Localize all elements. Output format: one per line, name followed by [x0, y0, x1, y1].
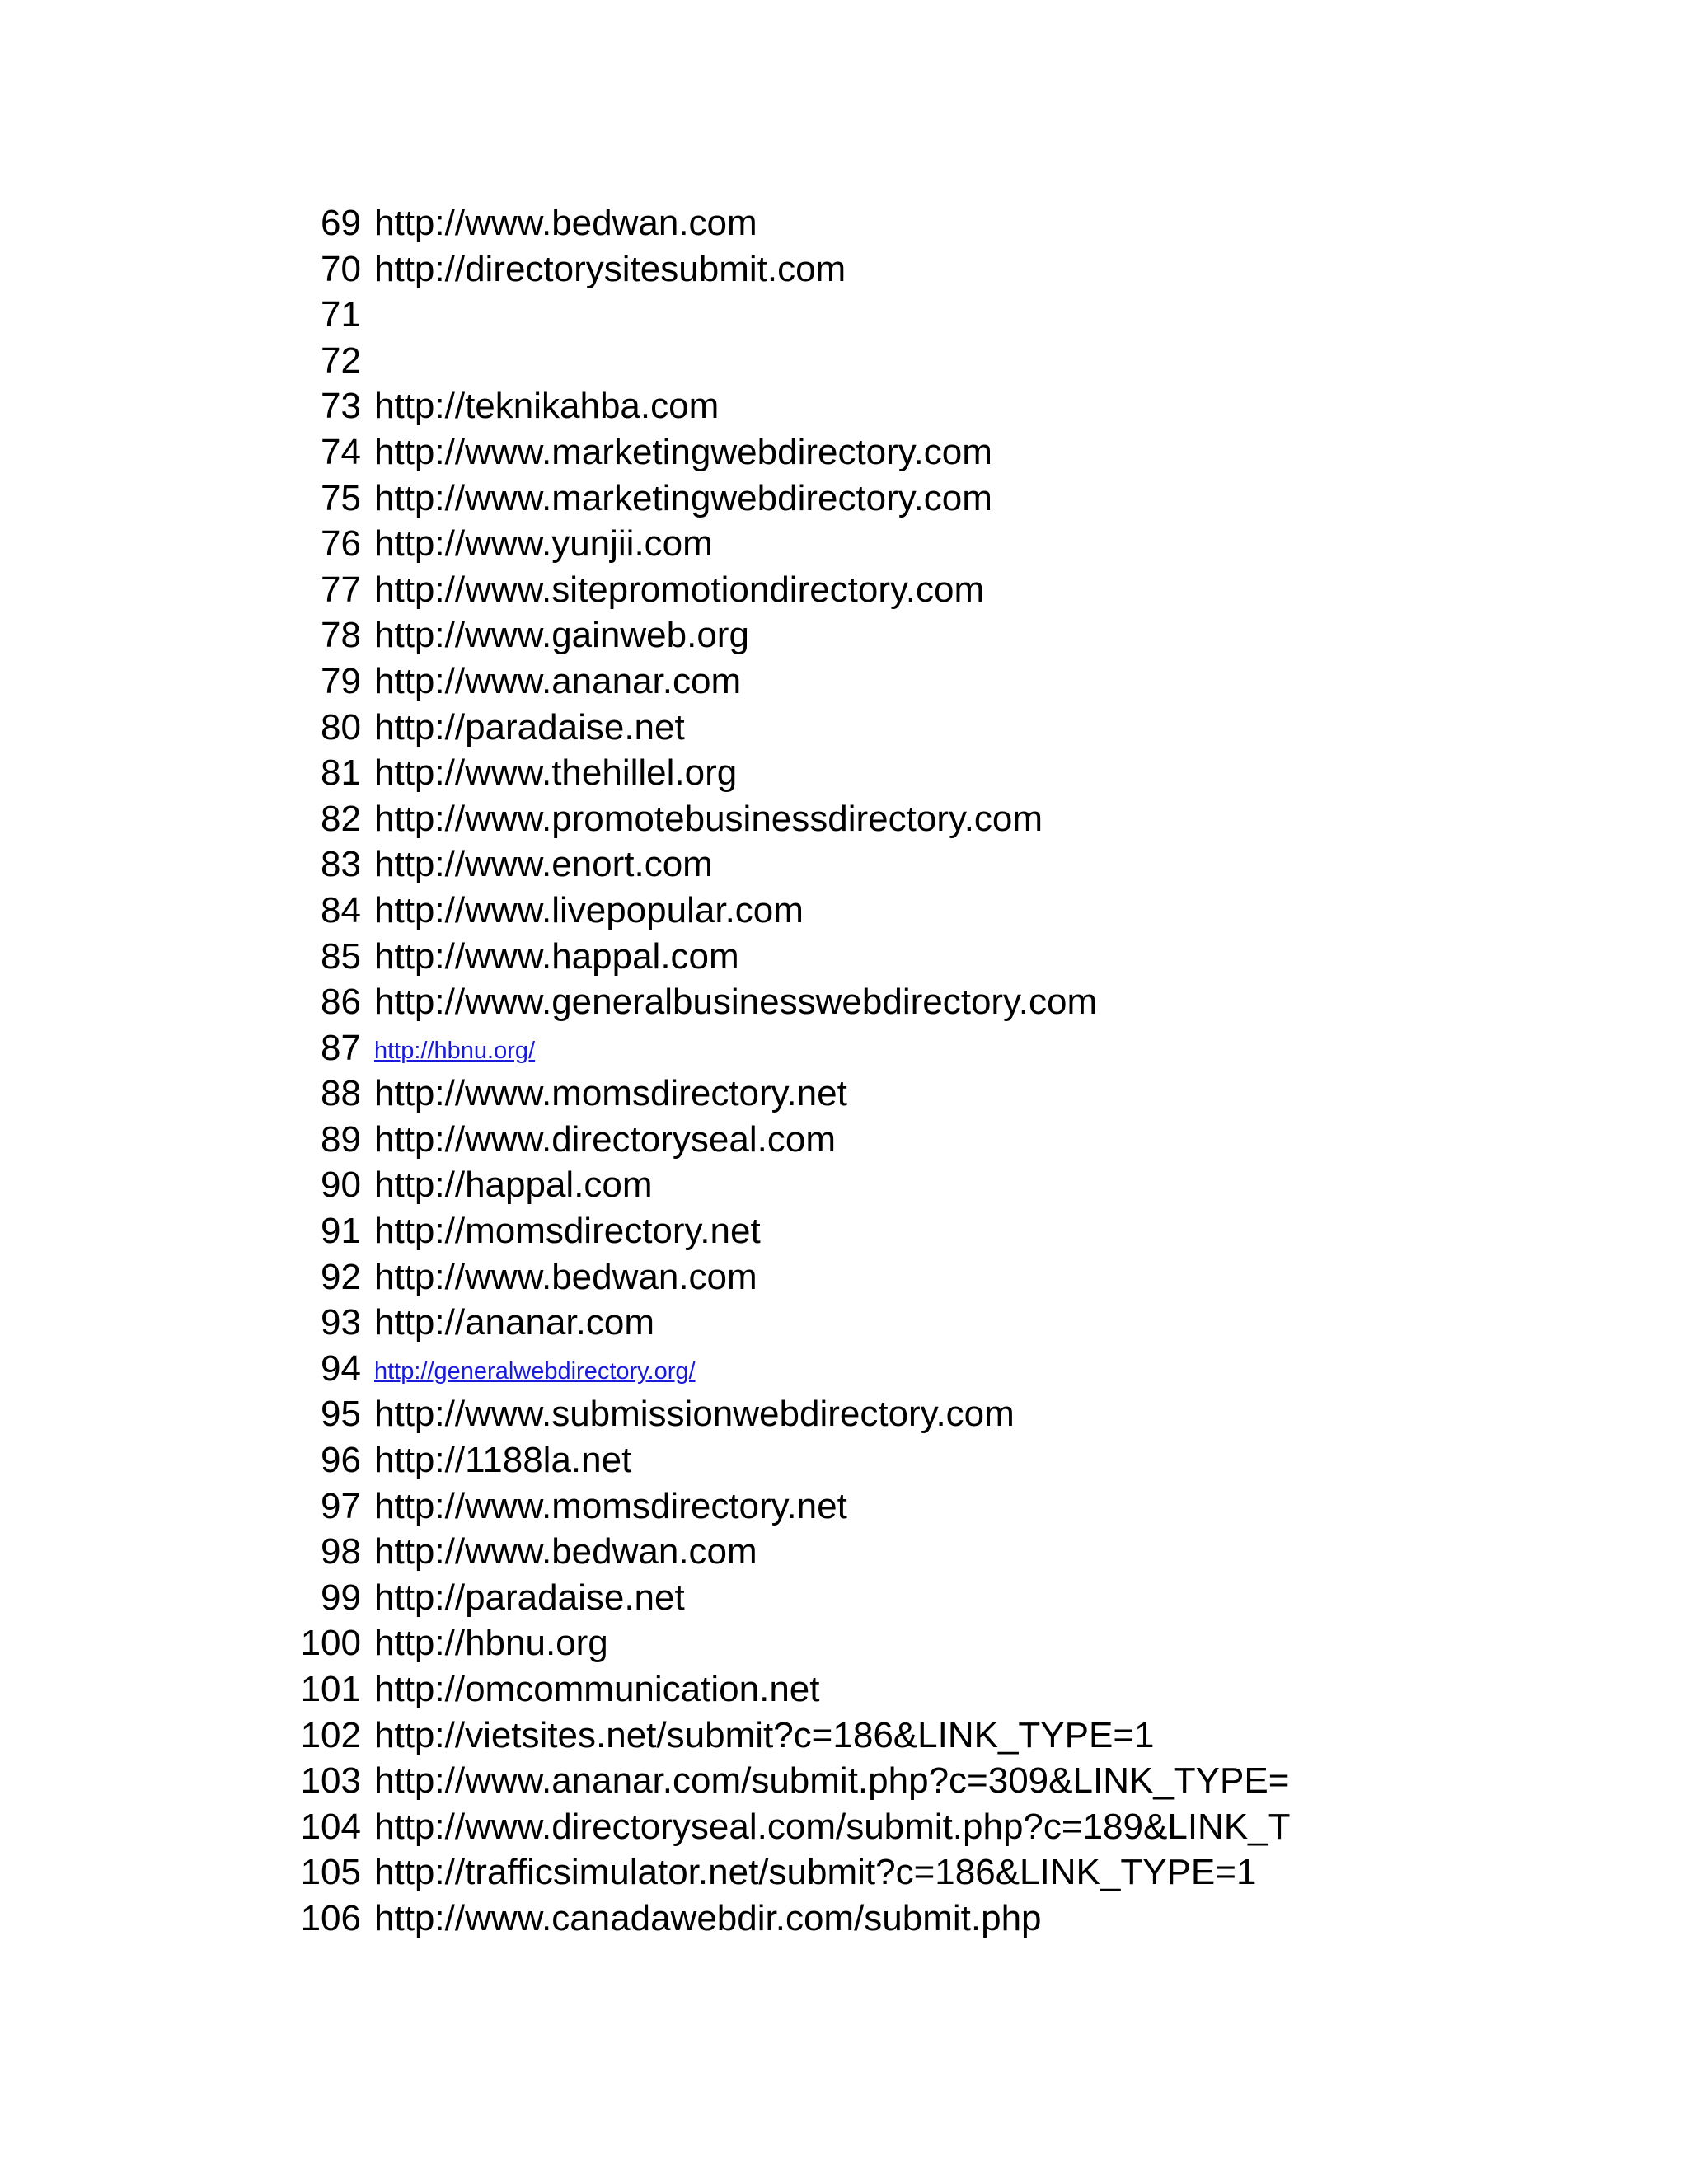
url-text: http://paradaise.net — [374, 1577, 685, 1618]
row-number: 103 — [300, 1760, 361, 1802]
list-row — [0, 521, 1688, 567]
list-row — [0, 1483, 1688, 1530]
row-number: 100 — [300, 1623, 361, 1664]
list-row — [0, 567, 1688, 613]
row-number: 81 — [321, 752, 361, 794]
url-text: http://www.bedwan.com — [374, 203, 757, 243]
row-number: 90 — [321, 1165, 361, 1206]
url-text: http://www.directoryseal.com/submit.php?c=189&LINK_T — [374, 1806, 1291, 1847]
row-number: 105 — [300, 1852, 361, 1893]
url-cell — [374, 658, 1342, 705]
url-cell — [374, 476, 1342, 522]
list-row — [0, 1300, 1688, 1346]
url-cell — [374, 841, 1342, 888]
row-number: 74 — [321, 431, 361, 472]
url-text: http://www.marketingwebdirectory.com — [374, 431, 992, 472]
list-row — [0, 383, 1688, 429]
url-cell — [374, 1162, 1342, 1208]
url-cell — [374, 200, 1342, 246]
list-row — [0, 1391, 1688, 1437]
row-number: 77 — [321, 569, 361, 610]
url-text: http://www.thehillel.org — [374, 752, 738, 794]
list-row — [0, 658, 1688, 705]
url-text: http://happal.com — [374, 1165, 653, 1206]
row-number: 79 — [321, 660, 361, 701]
url-text: http://www.submissionwebdirectory.com — [374, 1394, 1015, 1435]
url-cell — [374, 705, 1342, 751]
url-cell — [374, 1300, 1342, 1346]
url-cell — [374, 1896, 1342, 1942]
row-number: 93 — [321, 1302, 361, 1343]
url-text: http://1188la.net — [374, 1440, 632, 1481]
url-cell — [374, 1575, 1342, 1621]
row-number: 72 — [321, 340, 361, 381]
url-text: http://www.ananar.com — [374, 660, 742, 701]
list-row — [0, 246, 1688, 293]
url-text: http://hbnu.org — [374, 1623, 608, 1664]
url-cell — [374, 934, 1342, 980]
row-number: 82 — [321, 798, 361, 839]
list-row — [0, 1896, 1688, 1942]
url-text: http://teknikahba.com — [374, 386, 720, 427]
url-cell — [374, 1391, 1342, 1437]
row-number: 73 — [321, 386, 361, 427]
url-text: http://directorysitesubmit.com — [374, 248, 846, 289]
row-number: 106 — [300, 1897, 361, 1938]
row-number: 70 — [321, 248, 361, 289]
list-row — [0, 750, 1688, 796]
url-cell — [374, 246, 1342, 293]
list-row — [0, 1804, 1688, 1850]
row-number: 89 — [321, 1118, 361, 1160]
url-text: http://www.gainweb.org — [374, 615, 749, 656]
row-number: 104 — [300, 1806, 361, 1847]
list-row — [0, 429, 1688, 476]
list-row — [0, 1346, 1688, 1392]
url-text: http://www.sitepromotiondirectory.com — [374, 569, 985, 610]
row-number: 76 — [321, 523, 361, 565]
list-row — [0, 476, 1688, 522]
row-number: 96 — [321, 1440, 361, 1481]
row-number: 75 — [321, 477, 361, 518]
url-cell — [374, 1804, 1342, 1850]
list-row — [0, 1575, 1688, 1621]
url-text: http://www.happal.com — [374, 935, 739, 977]
url-text: http://momsdirectory.net — [374, 1211, 761, 1252]
url-cell — [374, 1713, 1342, 1759]
url-cell — [374, 1620, 1342, 1666]
row-number: 102 — [300, 1714, 361, 1755]
url-cell — [374, 383, 1342, 429]
url-hyperlink[interactable]: http://hbnu.org/ — [374, 1037, 536, 1064]
url-cell — [374, 1758, 1342, 1804]
row-number: 88 — [321, 1073, 361, 1114]
list-row — [0, 888, 1688, 934]
url-cell — [374, 567, 1342, 613]
url-cell — [374, 612, 1342, 658]
list-row — [0, 1437, 1688, 1483]
url-cell — [374, 1346, 1342, 1392]
list-row — [0, 612, 1688, 658]
url-text: http://www.enort.com — [374, 844, 713, 885]
row-number: 95 — [321, 1394, 361, 1435]
list-row — [0, 292, 1688, 338]
list-row — [0, 1758, 1688, 1804]
list-row — [0, 1162, 1688, 1208]
row-number: 94 — [321, 1347, 361, 1389]
url-cell — [374, 292, 1342, 338]
row-number: 91 — [321, 1211, 361, 1252]
url-text: http://www.marketingwebdirectory.com — [374, 477, 992, 518]
url-text: http://www.promotebusinessdirectory.com — [374, 798, 1043, 839]
row-number: 80 — [321, 706, 361, 748]
url-text: http://www.canadawebdir.com/submit.php — [374, 1897, 1042, 1938]
list-row — [0, 338, 1688, 384]
url-text: http://www.momsdirectory.net — [374, 1485, 847, 1526]
url-list — [0, 200, 1688, 1942]
url-text: http://ananar.com — [374, 1302, 654, 1343]
url-text: http://vietsites.net/submit?c=186&LINK_TYPE=1 — [374, 1714, 1155, 1755]
list-row — [0, 705, 1688, 751]
row-number: 71 — [321, 294, 361, 335]
list-row — [0, 1620, 1688, 1666]
url-cell — [374, 1071, 1342, 1117]
list-row — [0, 1849, 1688, 1896]
list-row — [0, 1025, 1688, 1071]
url-cell — [374, 1529, 1342, 1575]
url-cell — [374, 979, 1342, 1025]
url-hyperlink[interactable]: http://generalwebdirectory.org/ — [374, 1357, 696, 1385]
row-number: 99 — [321, 1577, 361, 1618]
row-number: 101 — [300, 1669, 361, 1709]
url-text: http://www.yunjii.com — [374, 523, 713, 565]
url-cell — [374, 1483, 1342, 1530]
list-row — [0, 200, 1688, 246]
url-text: http://trafficsimulator.net/submit?c=186&LINK_TYPE=1 — [374, 1852, 1257, 1893]
url-cell — [374, 1117, 1342, 1163]
url-cell — [374, 796, 1342, 842]
url-cell — [374, 1437, 1342, 1483]
url-text: http://www.bedwan.com — [374, 1531, 757, 1572]
url-text: http://paradaise.net — [374, 706, 685, 748]
row-number: 97 — [321, 1485, 361, 1526]
list-row — [0, 1208, 1688, 1254]
row-number: 86 — [321, 982, 361, 1023]
url-text: http://www.momsdirectory.net — [374, 1073, 847, 1114]
url-cell — [374, 1208, 1342, 1254]
row-number: 92 — [321, 1256, 361, 1297]
list-row — [0, 1254, 1688, 1301]
url-cell — [374, 1849, 1342, 1896]
row-number: 84 — [321, 889, 361, 930]
row-number: 98 — [321, 1531, 361, 1572]
url-cell — [374, 888, 1342, 934]
url-cell — [374, 750, 1342, 796]
list-row — [0, 1666, 1688, 1713]
url-text: http://www.bedwan.com — [374, 1256, 757, 1297]
url-cell — [374, 429, 1342, 476]
url-cell — [374, 338, 1342, 384]
url-text: http://omcommunication.net — [374, 1669, 820, 1709]
row-number: 85 — [321, 935, 361, 977]
list-row — [0, 796, 1688, 842]
url-text: http://www.livepopular.com — [374, 889, 804, 930]
row-number: 87 — [321, 1027, 361, 1068]
list-row — [0, 979, 1688, 1025]
url-cell — [374, 521, 1342, 567]
list-row — [0, 1071, 1688, 1117]
url-text: http://www.generalbusinesswebdirectory.com — [374, 982, 1098, 1023]
url-cell — [374, 1666, 1342, 1713]
url-text: http://www.ananar.com/submit.php?c=309&LINK_TYPE= — [374, 1760, 1290, 1802]
list-row — [0, 1117, 1688, 1163]
url-text: http://www.directoryseal.com — [374, 1118, 836, 1160]
url-cell — [374, 1025, 1342, 1071]
url-cell — [374, 1254, 1342, 1301]
row-number: 69 — [321, 203, 361, 243]
list-row — [0, 1713, 1688, 1759]
row-number: 83 — [321, 844, 361, 885]
list-row — [0, 841, 1688, 888]
list-row — [0, 934, 1688, 980]
row-number: 78 — [321, 615, 361, 656]
list-row — [0, 1529, 1688, 1575]
